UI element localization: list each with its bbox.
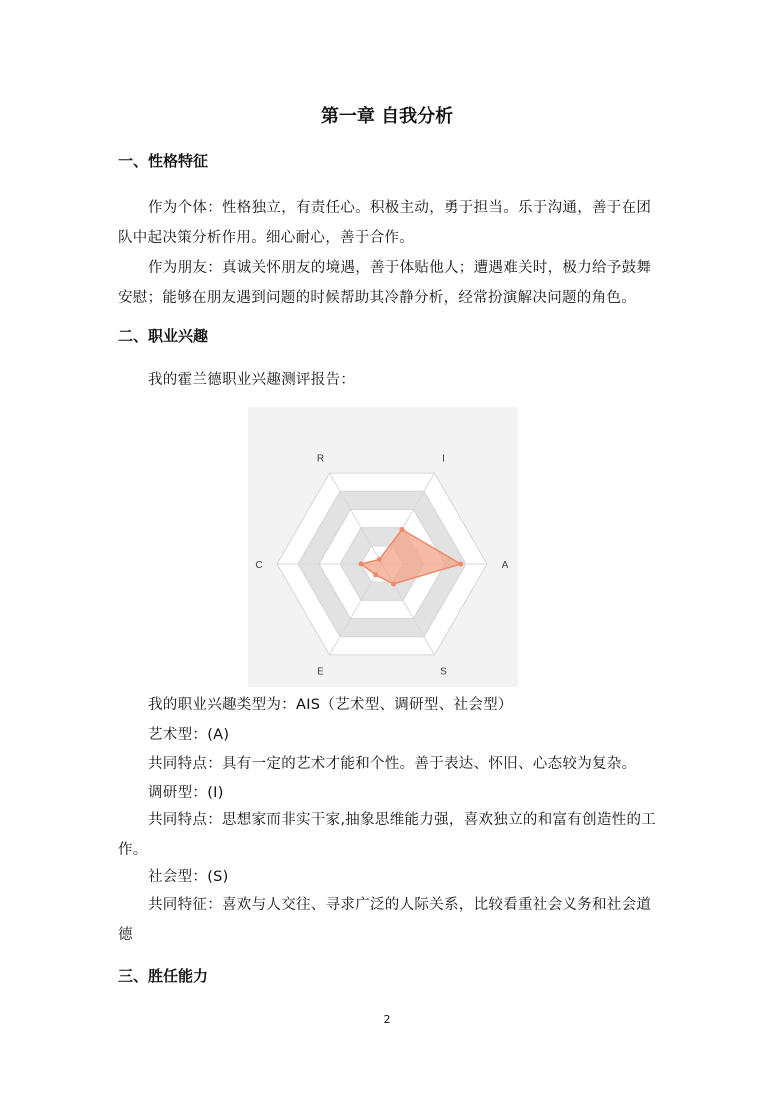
radar-axis-label-a: A	[501, 560, 509, 571]
radar-point-i	[399, 527, 404, 532]
holland-report-intro: 我的霍兰德职业兴趣测评报告：	[148, 372, 356, 388]
section-heading-interest: 二、职业兴趣	[118, 327, 209, 345]
chapter-title: 第一章 自我分析	[320, 106, 454, 127]
radar-axis-label-c: C	[255, 560, 263, 571]
radar-axis-label-i: I	[442, 453, 445, 465]
investigative-type-description: 共同特点：思想家而非实干家,抽象思维能力强，喜欢独立的和富有创造性的工作。	[118, 812, 657, 858]
radar-svg	[248, 407, 518, 687]
radar-axis-label-s: S	[440, 666, 447, 678]
radar-point-r	[377, 557, 382, 562]
interest-type-line: 我的职业兴趣类型为：AIS（艺术型、调研型、社会型）	[148, 697, 513, 713]
radar-axis-label-r: R	[316, 453, 325, 465]
radar-axis-label-e: E	[317, 666, 324, 678]
personality-paragraph-friend: 作为朋友：真诚关怀朋友的境遇，善于体贴他人；遭遇难关时，极力给予鼓舞安慰；能够在朋友遇到问题的时候帮助其冷静分析，经常扮演解决问题的角色。	[118, 260, 652, 306]
radar-point-e	[373, 572, 378, 577]
artistic-type-description: 共同特点：具有一定的艺术才能和个性。善于表达、怀旧、心态较为复杂。	[148, 756, 637, 772]
personality-paragraph-individual: 作为个体：性格独立，有责任心。积极主动，勇于担当。乐于沟通，善于在团队中起决策分析作用。细心耐心，善于合作。	[118, 200, 652, 246]
radar-point-a	[458, 562, 463, 567]
section-heading-competence: 三、胜任能力	[118, 967, 209, 985]
social-type-description: 共同特征：喜欢与人交往、寻求广泛的人际关系，比较看重社会义务和社会道德	[118, 897, 652, 943]
radar-point-c	[359, 562, 364, 567]
page-number: 2	[383, 1013, 391, 1026]
radar-point-s	[391, 582, 396, 587]
artistic-type-label: 艺术型：(A)	[148, 727, 230, 743]
holland-radar-chart	[248, 407, 518, 687]
investigative-type-label: 调研型：(I)	[148, 785, 224, 801]
section-heading-personality: 一、性格特征	[118, 152, 209, 170]
social-type-label: 社会型：(S)	[148, 869, 229, 885]
